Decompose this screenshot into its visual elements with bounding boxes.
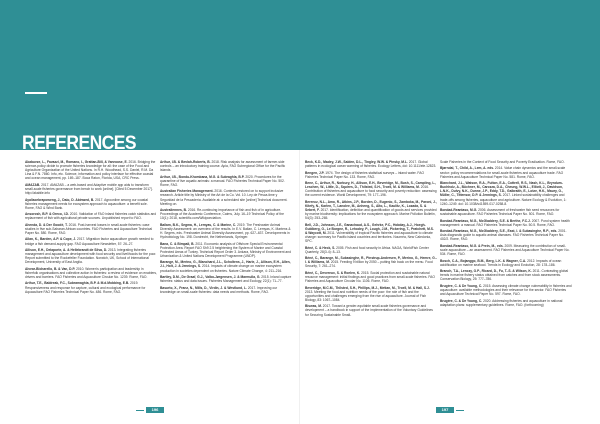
- reference-authors: Allison, E.H., Delaporte, A. & Hellebrandt de Silva, D.: [25, 248, 108, 253]
- reference-details: 2014. Value chain dynamics and the small-scale sector: policy recommendations for small-scale fisheries and aquaculture trade. FAO Fisheries and Aquaculture Technical Paper No. 581. Rome, FAO.: [440, 166, 566, 179]
- reference-entry: [160, 223, 292, 239]
- page-number-right: 197: [436, 407, 454, 413]
- reference-entry: [305, 181, 437, 197]
- reference-details: 2017. Linked sustainability challenges and trade-offs among fisheries, aquaculture and agriculture. Nature Ecology & Evolution, 1: 1240–1249. doi: 10.1038/s41559-017-0258-8.: [440, 193, 567, 206]
- reference-details: 2017. Agroonline among our coastal fisheries management needs for ecosystem approach to aquaculture: a benefit sole. Rome, FAO & Wind Bank.: [25, 197, 148, 210]
- reference-details: 2013. Integrating fisheries management and aquaculture development with food security and livelihoods for the poor. Report submitted to the Rockefeller Foundation. Norwich, UK, School of International Development, University of East Anglia.: [25, 248, 157, 265]
- reference-authors: Branch, T.A., Lenczy, O.P., Ricard, D., Fu, T.-S. & Wilson, K.: [440, 269, 532, 274]
- reference-authors: Australiennes, B.: [160, 208, 187, 213]
- reference-authors: AMAZAB.: [25, 182, 41, 187]
- reference-details: 2017. Global patterns in ecological ocean warming of fisheries. Ecology Letters, doi: 10.1111/ele.12823.: [305, 160, 437, 169]
- reference-details: 2010. Women's participation and leadership in fisherfolk organisations and collective action in fisheries: a review of evidence on enablers, drivers and barriers. FAO Fisheries and Aquaculture Circular No. 1239. Rome, FAO.: [25, 266, 157, 279]
- reference-entry: [305, 304, 437, 316]
- reference-authors: Béné, C., Devereux, S. & Roelen, K.: [305, 270, 361, 275]
- reference-authors: Brugère, C. & De Young, C.: [440, 298, 483, 303]
- reference-authors: Bondad-Reantaso, M.G. & Prein, M., eds.: [440, 243, 504, 248]
- reference-entry: [160, 242, 292, 258]
- reference-details: 2009. Measuring the contribution of small-scale aquaculture – an assessment. FAO Fisheries and Aquaculture Technical Paper No. 534. Rome, FAO.: [440, 243, 570, 257]
- reference-entry: [160, 260, 292, 272]
- reference-authors: Bosch, C.A., Bojanggo, B.M., Berg, L.K. & Wagner, C.A.: [440, 258, 527, 263]
- reference-entry: [440, 244, 572, 256]
- reference-authors: Bell, J.D., Johnson, J.E., Ganachaud, A.S., Gehrke, P.C., Hobday, A.J., Hoegh-Guldberg, O., Le Borgne, R., Lehodey, P., Lough, J.M., Pickering, T., Pratchett, M.S. & Waycott, M.: [305, 222, 434, 235]
- reference-entry: [440, 229, 572, 241]
- reference-details: 2015. Social protection and sustainable natural resource management: initial findings and good practices from small-scale fisheries. FAO Fisheries and Aquaculture Circular No. 1106. Rome, FAO.: [305, 270, 435, 284]
- reference-authors: Béné, C., Barange, M., Subasinghe, R., Pinstrup-Andersen, P., Merino, G., Hemre, G.-I. & Williams, M.: [305, 256, 437, 265]
- reference-entry: [160, 275, 292, 283]
- reference-details: 2017. Toward a gender-equitable small-scale fisheries governance and development – a handbook in support of the implementation of the Voluntary Guidelines for Securing Sustainable Small-: [305, 304, 433, 317]
- reference-entry: [305, 246, 437, 254]
- reference-details: 2017. Identification, definition and quantification of goods and services provided by marine biodiversity: implications for the ecosystem approach. Marine Pollution Bulletin, 54(3): 253–265.: [305, 208, 437, 221]
- header-banner: [0, 0, 600, 150]
- reference-details: 2017. Improving our knowledge on small-scale fisheries: data needs and methods. Rome, FAO.: [160, 285, 278, 294]
- reference-authors: Brugère, C. & De Young, C.: [440, 283, 483, 288]
- reference-authors: Barange, M., Merino, G., Blanchard, J.L., Scholtens, J., Harle, J., Allison, E.H., Allen, J.I., Holt, J. & Jennings, S.: [160, 260, 291, 269]
- reference-entry: [305, 286, 437, 302]
- reference-authors: Bartley, D.M., De Graaf, G.J., Valbo-Jørgensen, J. & Marmulla, G.: [160, 274, 261, 279]
- reference-entry: [440, 219, 572, 227]
- reference-authors: Ayaliacebrapoweng, J., Daio, D. Abinwed, B.: [25, 197, 95, 202]
- reference-details: 2015. Feeding 9 billion by 2050 – putting fish back on the menu. Food Security, 7: 261–274.: [305, 260, 433, 269]
- reference-entry: [305, 223, 437, 243]
- reference-authors: Bengen, J.P.: [305, 170, 325, 175]
- reference-entry: [25, 198, 157, 210]
- reference-authors: Akabueze, L., Favazzi, M., Romano, I., Grattan-Bill, & Vanroose, E.: [25, 160, 128, 164]
- reference-details: 2011. Vulnerability of tropical Pacific fisheries and aquaculture to climate change: summary for Pacific island countries and territories. Nouméa, New Caledonia, SPC.: [305, 230, 433, 244]
- reference-entry: [305, 171, 437, 179]
- reference-entry: [440, 208, 572, 216]
- reference-details: 2016. Bridging the science-policy divide to promote fisheries knowledge for all: the case of the Food and Agriculture Organization of the United Nations. In R.H. Woodhead, S.S. Daniel, R.M. Da Lina & F.N. 7860. Info, etc. Science, information and policy interface for effective coastal and ocean management, pp. 169–187. Boca Raton, Florida, USA, CRC Press.: [25, 160, 156, 181]
- banner-accent-rule: [25, 92, 47, 94]
- reference-entry: [160, 208, 292, 220]
- page-spine: [299, 150, 300, 424]
- reference-entry: [25, 281, 157, 293]
- reference-details: 2015. Inland capture fisheries: status and data issues. Fisheries Management and Ecology, 22(1): 71–77.: [160, 274, 292, 284]
- reference-details: Scale Fisheries in the Context of Food Security and Poverty Eradication. Rome, FAO.: [440, 160, 565, 164]
- reference-details: 2016. Post-harvest losses in small-scale fisheries: case studies in five sub-Saharan African countries. FAO Fisheries and Aquaculture Technical Paper No. 580. Rome, FAO.: [25, 222, 153, 235]
- reference-entry: [25, 160, 157, 180]
- reference-details: 2017. Migration factor aquaculture growth needed to bridge a fish demand-supply gap. FAO Aquaculture Newsletter, 57: 26–27.: [25, 237, 154, 246]
- reference-entry: [305, 200, 437, 220]
- reference-entry: [160, 189, 292, 205]
- reference-details: 2016. Contribution of fisheries and aquaculture to food security and poverty reduction: assessing the current evidence. World Development, 79: 177–196.: [305, 185, 437, 198]
- reference-authors: Beveridge, M.C.M., Thilsted, S.H., Phillips, M.J., Metian, M., Troell, M. & Hall, S.J.: [305, 285, 430, 290]
- reference-details: 2016. Contexts restored on to support inclusive research. Article title by Ministry of the Art de la Co. Vol. 10. Ley de Pesca-time y Seguridad de la Pescadería. Available at: a scheduled site [online] Technical document. Meeting on.: [160, 189, 288, 206]
- reference-details: 2018. Risk analysis for assessment of farmer-side controls – an introductory training course. Apia, FAO Subregional Office for the Pacific Islands.: [160, 160, 286, 173]
- reference-column-2: [160, 160, 292, 406]
- reference-authors: Bana, C. & Bimpali, B.: [160, 241, 195, 246]
- reference-authors: Arthur, T.E., Baldreak, F.C., Subramaghia, B.P. & M.d.Mobbing, E.B.: [25, 281, 130, 286]
- reference-details: 2019. The Freshwater Animal Diversity Assessment: an overview of the results. In E.V. Balian, C. Lemyas, K. Martens & H. Segers, eds. Freshwater Animal Diversity Assessment, pp. 627–637. Developments in Hydrobiology No. 198. Dordrecht, the Netherlands, Springer.: [160, 222, 291, 240]
- reference-details: 2012. Impacts of ocean acidification on marine seafood. Trends in Ecology and Evolution, 28: 178–186.: [440, 258, 562, 267]
- reference-entry: [25, 267, 157, 279]
- reference-details: 1974. The design of fisheries statistical surveys – inland water. FAO Fisheries Technical Paper No. 133. Rome, FAO.: [305, 170, 425, 179]
- reference-details: 2005. Fish and food security in Africa. NAGA, WorldFish Center Quarterly, 28(3-4): 8–13.: [305, 245, 429, 254]
- reference-entry: [440, 259, 572, 267]
- reference-details: 2013. Meeting the food and nutrition needs of the poor: the role of fish and the opportunities and challenges emerging from the rise of aquaculture. Journal of Fish Biology, 83: 1067–1084.: [305, 289, 427, 302]
- reference-authors: Bene, C., Arthur, R., Norbury, H., Allison, E.H., Beveridge, M., Bush, S., Campling, L., Leschen, W., Little, D., Squires, D., Thilsted, S.H., Troell, M. & Williams, M.: [305, 181, 437, 190]
- reference-authors: Berencz, N.L., Amo, R., Atkins, J.P., Borden, D., Eugenio, S., Zamboka, M., Paroni, J., Kitefy, N., Karlen, T., Lanolee, M., Anheng, S., Alto, L., Kaulitz, K., Lozada, S. & Sebert, F.: [305, 199, 437, 213]
- reference-authors: Bondad-Reantaso, M.G.: [440, 208, 478, 213]
- reference-details: 2020. Addressing fisheries and aquaculture in national adaptation plans: supplementary guidelines. Rome, FAO. (forthcoming): [440, 298, 563, 307]
- section-title: REFERENCES: [22, 133, 136, 154]
- reference-entry: [25, 223, 157, 235]
- reference-details: 2016. Re-continuing importance of fish and fish of in agriculture. Proceedings of the Academic Conference, Cairns, July. 16–19 Technical Policy of the 10(1): 2018, scientific.com/Wikipoeciation.: [160, 208, 284, 221]
- reference-authors: Basurto, X., Franz, N., Mills, D., Virdin, J. & Westlund, L.: [160, 285, 247, 290]
- reference-authors: Bondad-Reantaso, M.G., McGladdery, S.E. & Berthe, F.C.J.: [440, 218, 531, 223]
- reference-entry: [305, 256, 437, 268]
- reference-entry: [160, 175, 292, 187]
- reference-details: 2011. Contrasting global trends in marine fishery status obtained from catches and from stock assessments. Conservation Biology, 25: 777–786.: [440, 269, 569, 282]
- reference-authors: Australian Fisheries Management.: [160, 189, 214, 194]
- reference-authors: Bailam, B.K., Segma, H., Lemyas, C. & Marine, C.: [160, 222, 237, 227]
- reference-entry: [440, 299, 572, 307]
- reference-details: 2001. Asia diagnostic guide to aquatic animal diseases. FAO Fisheries Technical Paper No. 402/2. Rome, FAO.: [440, 229, 567, 242]
- reference-details: 2017. AMAZAB – a web-based and Adaptive mobile app aids to transform small-scale fisheries governance from bench to work [online]. [Cited 5 December 2017]. http://akabile.info: [25, 182, 153, 196]
- reference-entry: [25, 212, 157, 220]
- reference-entry: [440, 269, 572, 281]
- reference-details: 2014. Impacts of climate change on marine ecosystem production in societies dependent on fisheries. Nature Climate Change, 4: 211–216.: [160, 264, 283, 273]
- reference-authors: Bjørndal, T., Child, A., Lem, A. eds.: [440, 166, 494, 171]
- reference-column-3: [305, 160, 437, 406]
- reference-authors: Arthur, I.B., Bondu-Khombana, M.G. & Subraghla, B.P.: [160, 174, 245, 179]
- reference-details: 2006. Assessment of freshwater fish seed resources for sustainable aquaculture. FAO Fisheries Technical Paper No. 501. Rome, FAO.: [440, 208, 560, 217]
- reference-entry: [305, 271, 437, 283]
- reference-entry: [305, 160, 437, 168]
- reference-authors: Allan, K., Barden, A.P. & Cope, J.: [25, 237, 77, 242]
- reference-authors: Bondad-Reantaso, M.G., McGladdery, S.E., East, I. & Subasinghe, R.P., eds.: [440, 229, 558, 234]
- reference-entry: [160, 286, 292, 294]
- page-number-rule-right: [456, 410, 464, 411]
- reference-authors: Beck, K.D., Madey, J.W., Salden, D.L., Tingley, W.W. & Pinsky, M.L.: [305, 160, 408, 164]
- reference-authors: Alvear-Bicharello, B. & Van, D.P.: [25, 266, 76, 271]
- page-number-rule-left: [136, 410, 144, 411]
- reference-authors: Ansorosh, B.P. & Greco, I.D.: [25, 212, 69, 217]
- reference-entry: [25, 183, 157, 195]
- reference-entry: [25, 237, 157, 245]
- reference-entry: [440, 181, 572, 206]
- reference-entry: [160, 160, 292, 172]
- reference-entry: [440, 160, 572, 164]
- reference-details: 2015. Assessing climate change vulnerability in fisheries and aquaculture: available methodologies and their relevance for the sector. FAO Fisheries and Aquaculture Technical Paper No. 597. Rome, FAO.: [440, 283, 572, 297]
- reference-entry: [440, 284, 572, 296]
- reference-column-4: [440, 160, 572, 406]
- reference-details: 2010. Validation of FAO inland fisheries catch statistics and replacement of fish with agricultural private sources. Unpublished report to FAO.: [25, 212, 157, 221]
- reference-details: 2007. Pond system health management: a manual. FAO Fisheries Technical Paper No. 50.5. Rome, FAO.: [440, 218, 570, 227]
- reference-authors: Ahenda, D. & Der Goodé, T.: [25, 222, 68, 227]
- reference-details: 2011. Economic analysis of Offshore Special Environmental Protection Area. Report FAO Sh9 2.5 heightening the System of Marine and Coastal Protected Areas of Turkey. Technical Report Order 3. Ankara, Ministry of Environment and Urbanization & United Nations Development Programme (UNDP).: [160, 241, 291, 258]
- reference-entry: [25, 248, 157, 264]
- reference-column-1: [25, 160, 157, 406]
- reference-authors: Blanchard, J.L., Watson, R.A., Fulton, E.A., Cottrell, R.S., Nash, K.L., Bryndum-Buchholz, A., Büchner, M., Carozza, D.A., Cheung, W.W.L., Elliott, J., Davidson, L.N.K., Dulvy, N.K., Dunne, J.P., Eddy, T.D., Galbraith, E., Lotze, H.K., Maury, O., Müller, C., Tittensor, D.P. & Jennings, S.: [440, 181, 563, 198]
- reference-authors: Biswas, M.: [305, 304, 322, 309]
- reference-authors: Béné, C. & Heck, S.: [305, 245, 336, 250]
- reference-entry: [440, 166, 572, 178]
- reference-details: 2019. Responsiveness and response for capture, cultural and ecological performance for Aquaculture FAO Fisheries Technical Paper No. 486. Rome, FAO.: [25, 281, 146, 294]
- reference-authors: Arthur, I.B. & Bevlah-Roberts, B.: [160, 160, 211, 164]
- reference-details: 2020. Procedures for the quarantine of live aquatic animals: a manual. FAO Fisheries Technical Paper No. 502. Rome, FAO.: [160, 174, 285, 187]
- page-number-left: 196: [146, 407, 164, 413]
